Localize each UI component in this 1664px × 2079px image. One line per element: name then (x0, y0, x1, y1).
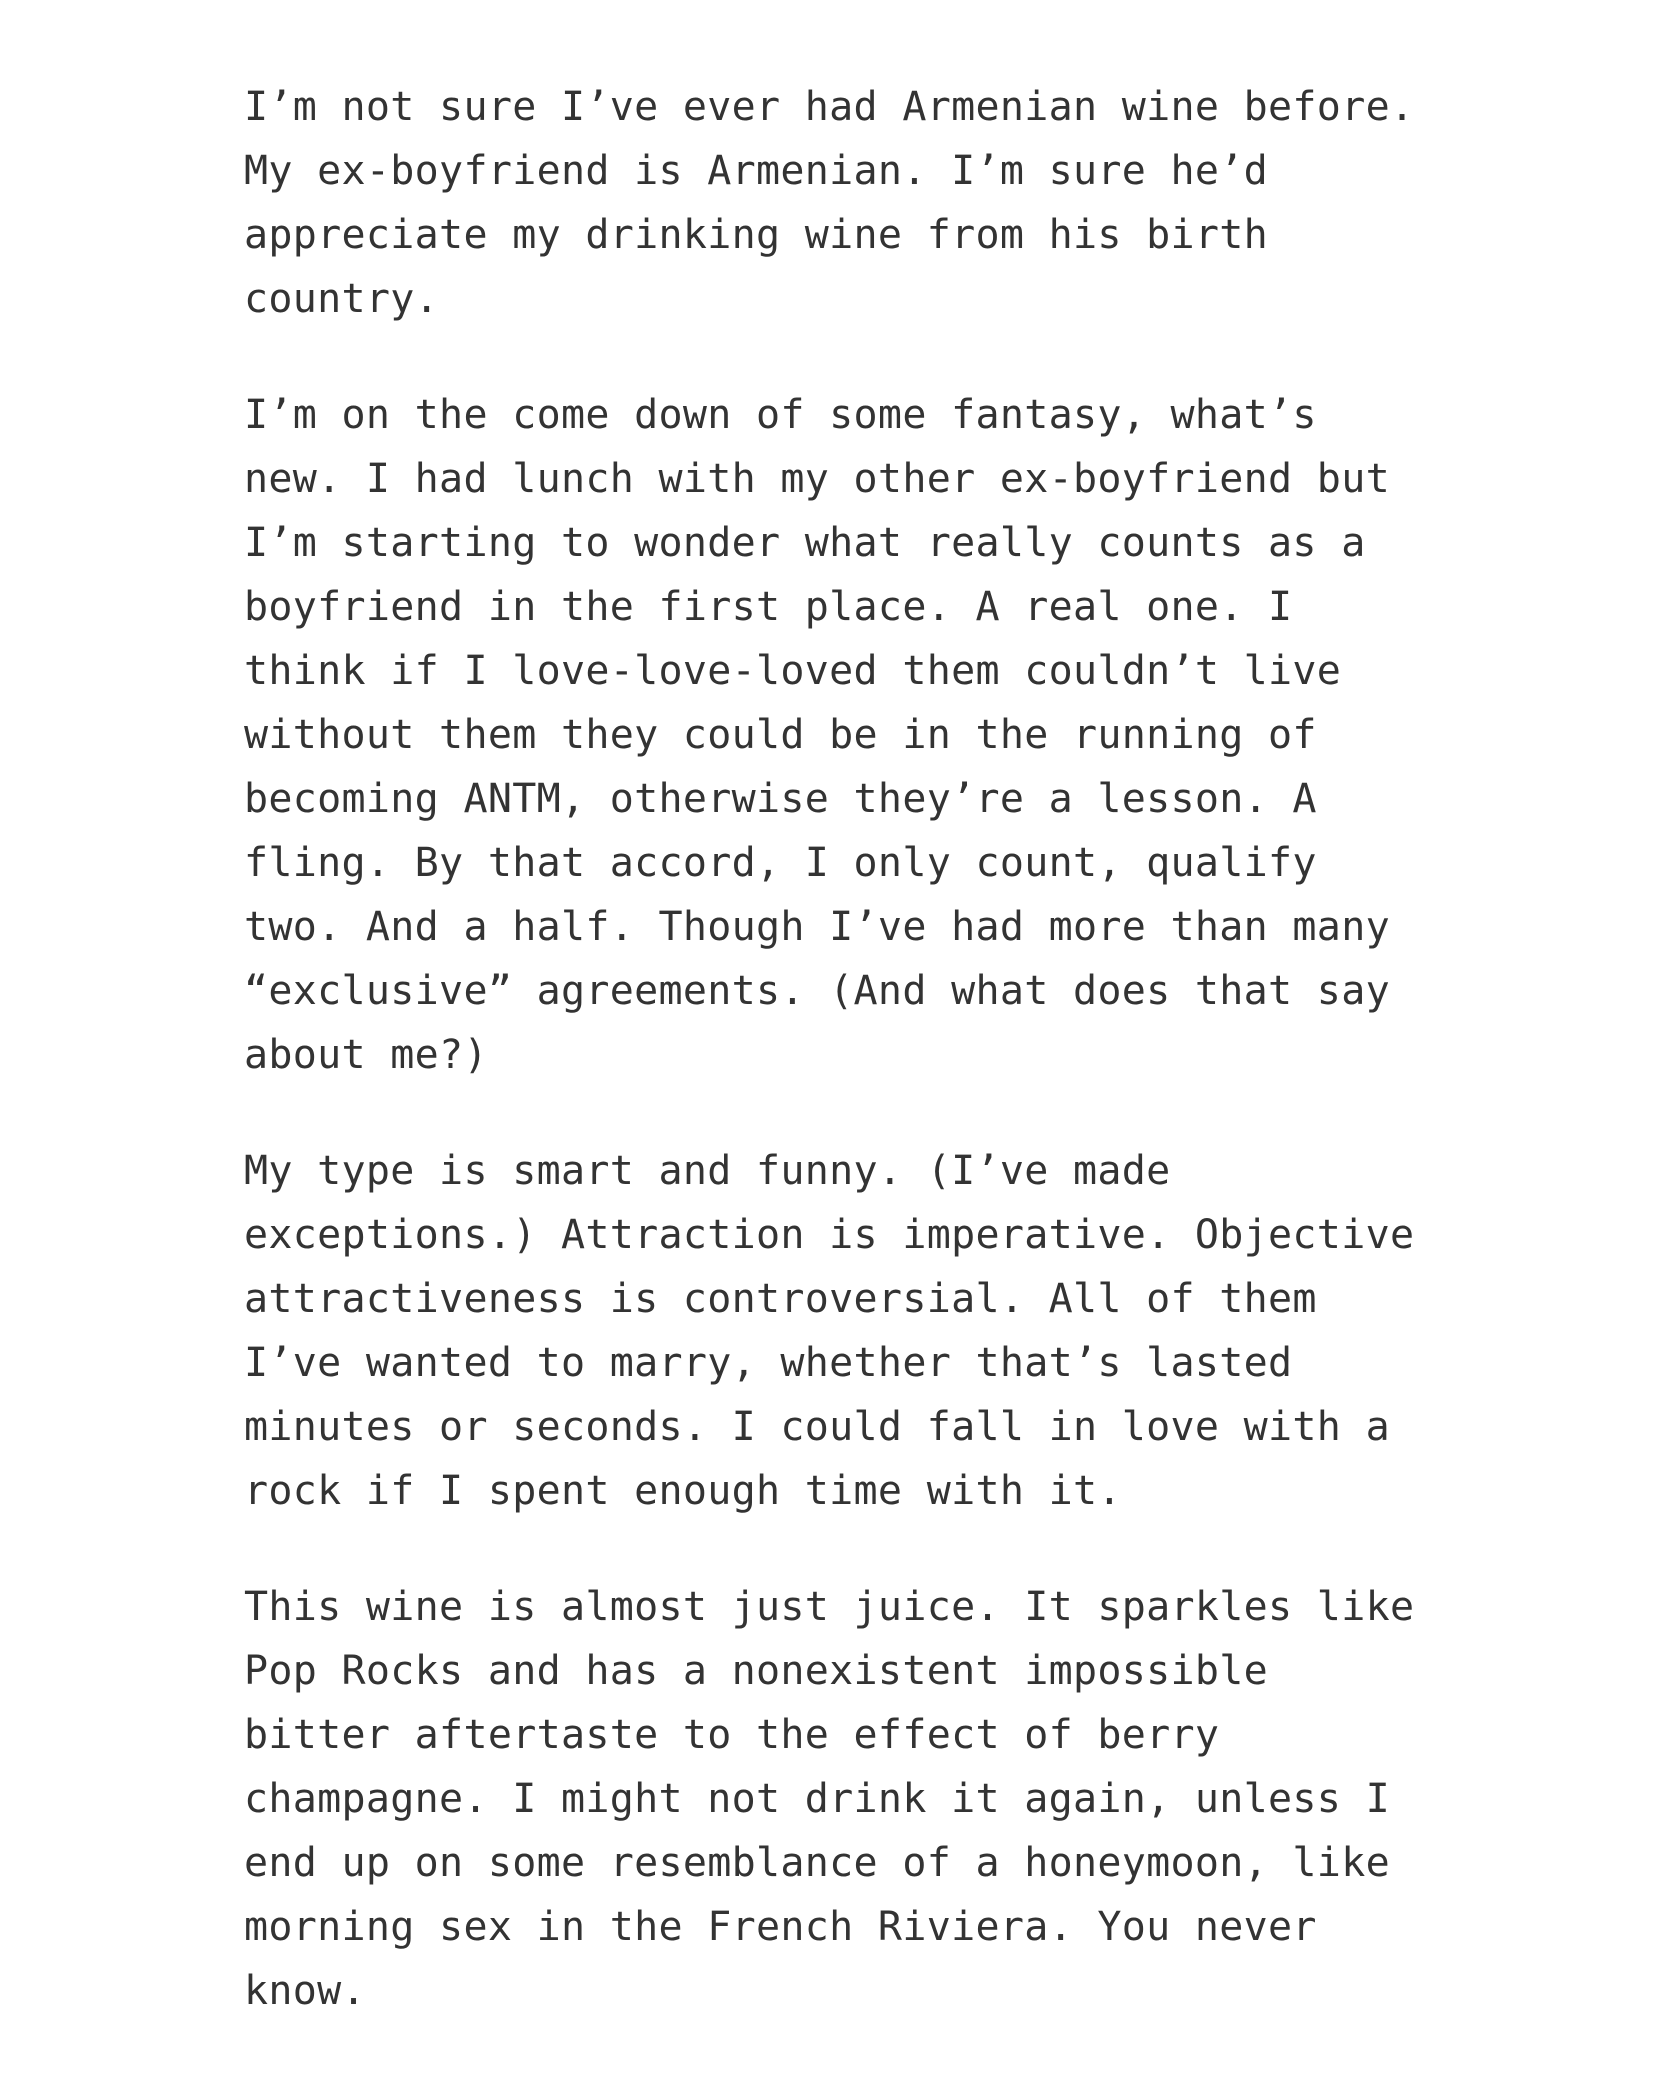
text-line: I’ve wanted to marry, whether that’s lasted (244, 1340, 1293, 1386)
paragraph-3 (244, 1139, 1444, 1523)
text-line: without them they could be in the running of (244, 712, 1317, 758)
text-line: minutes or seconds. I could fall in love with a (244, 1404, 1390, 1450)
text-line: I’m on the come down of some fantasy, what’s (244, 392, 1317, 438)
text-line: two. And a half. Though I’ve had more than many (244, 904, 1390, 950)
paragraph-1 (244, 75, 1444, 331)
text-line: new. I had lunch with my other ex-boyfriend but (244, 456, 1390, 502)
text-line: exceptions.) Attraction is imperative. Objective (244, 1212, 1415, 1258)
text-line: Pop Rocks and has a nonexistent impossible (244, 1648, 1269, 1694)
text-line: fling. By that accord, I only count, qualify (244, 840, 1317, 886)
text-line: “exclusive” agreements. (And what does that say (244, 968, 1390, 1014)
text-line: rock if I spent enough time with it. (244, 1468, 1122, 1514)
text-line: I’m not sure I’ve ever had Armenian wine before. (244, 84, 1415, 130)
text-line: country. (244, 276, 440, 322)
text-line: end up on some resemblance of a honeymoon, like (244, 1840, 1390, 1886)
text-line: This wine is almost just juice. It sparkles like (244, 1584, 1415, 1630)
text-line: champagne. I might not drink it again, unless I (244, 1776, 1390, 1822)
paragraph-2 (244, 383, 1444, 1087)
text-line: bitter aftertaste to the effect of berry (244, 1712, 1220, 1758)
text-line: think if I love-love-loved them couldn’t live (244, 648, 1342, 694)
document-body (244, 75, 1444, 2075)
text-line: My ex-boyfriend is Armenian. I’m sure he’d (244, 148, 1269, 194)
text-line: I’m starting to wonder what really counts as a (244, 520, 1366, 566)
text-line: becoming ANTM, otherwise they’re a lesson. A (244, 776, 1317, 822)
text-line: My type is smart and funny. (I’ve made (244, 1148, 1171, 1194)
text-line: about me?) (244, 1032, 488, 1078)
text-line: know. (244, 1968, 366, 2014)
text-line: attractiveness is controversial. All of them (244, 1276, 1317, 1322)
text-line: appreciate my drinking wine from his birth (244, 212, 1269, 258)
text-line: morning sex in the French Riviera. You never (244, 1904, 1317, 1950)
paragraph-4 (244, 1575, 1444, 2023)
text-line: boyfriend in the first place. A real one. I (244, 584, 1293, 630)
